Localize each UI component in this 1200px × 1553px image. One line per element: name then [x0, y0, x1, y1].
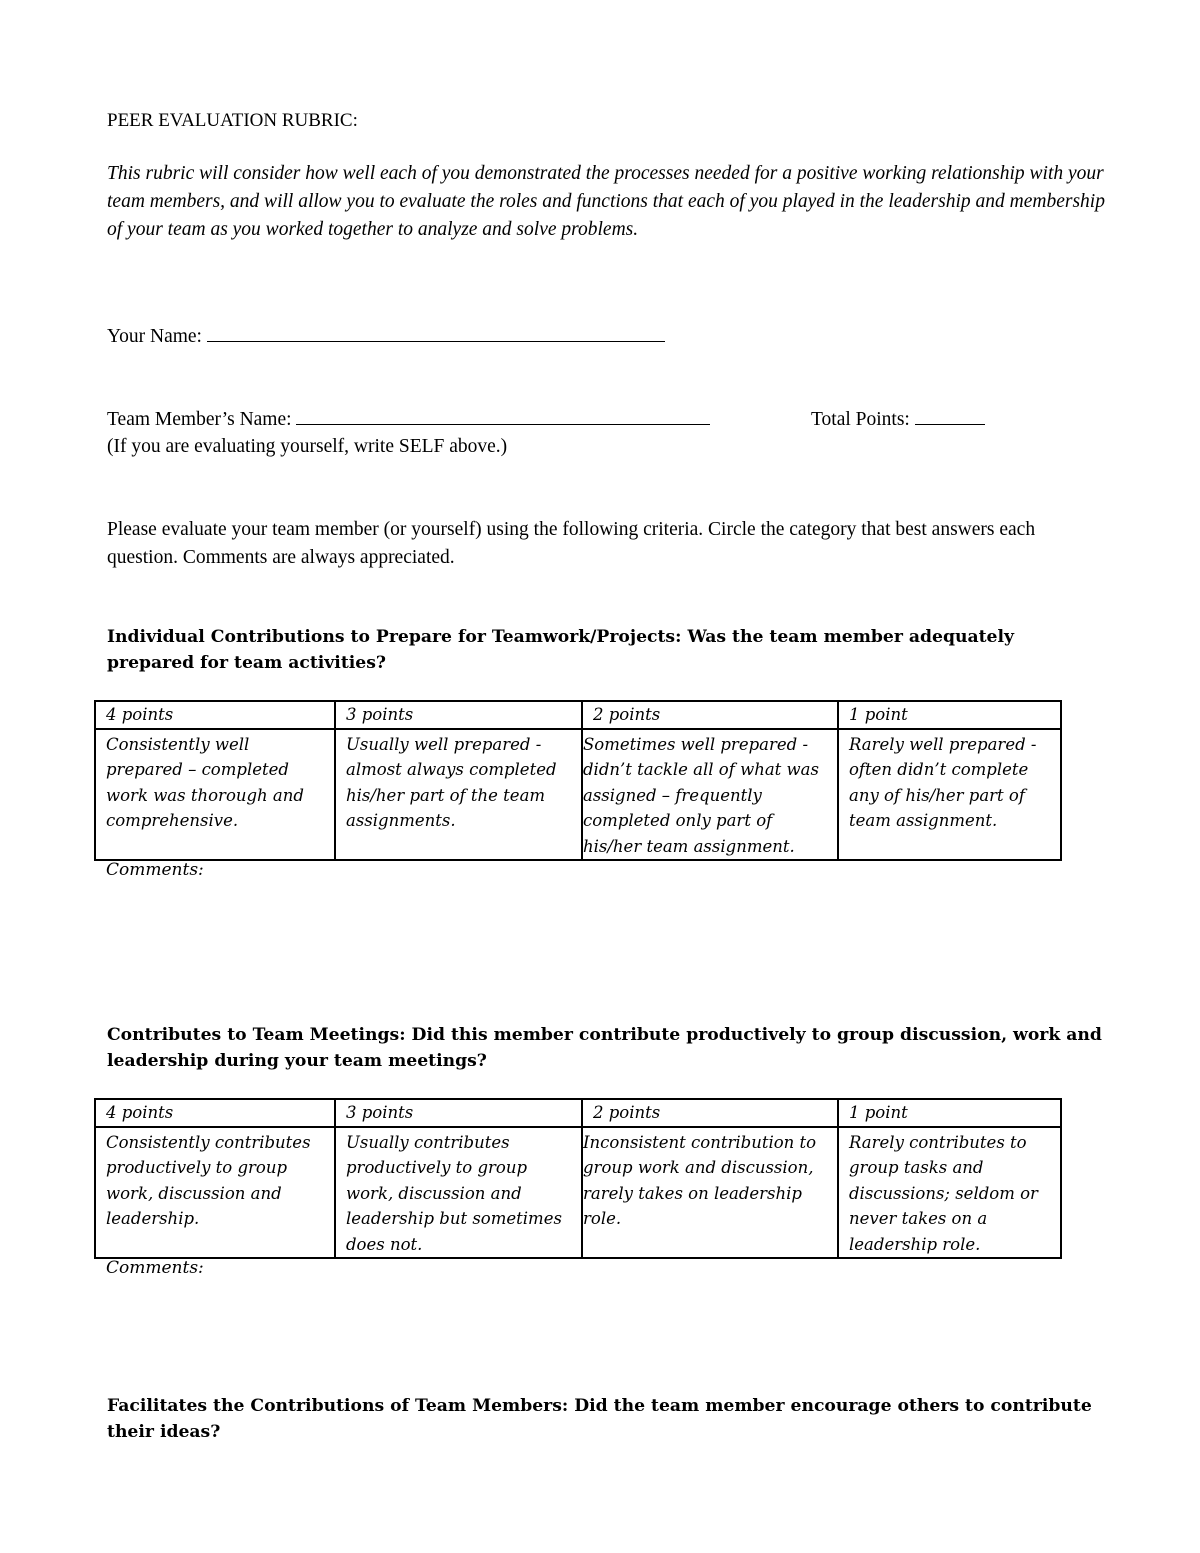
table-row	[95, 729, 1061, 861]
intro-paragraph: This rubric will consider how well each of you demonstrated the processes needed for a positive working relationship with your team members, and will allow you to evaluate the roles and functions that each of you played in the leadership and membership of your team as you worked together to analyze and solve problems.	[107, 163, 1105, 240]
points-cell[interactable]: 1 point	[838, 701, 1061, 729]
description-cell[interactable]: Rarely well prepared - often didn’t complete any of his/her part of team assignment.	[838, 729, 1061, 861]
description-cell[interactable]: Consistently contributes productively to group work, discussion and leadership.	[95, 1127, 335, 1259]
description-cell[interactable]: Sometimes well prepared - didn’t tackle all of what was assigned – frequently completed only part of his/her team assignment.	[582, 729, 838, 861]
points-cell[interactable]: 4 points	[95, 1099, 335, 1127]
your-name-blank[interactable]	[207, 340, 665, 342]
section-1-heading: Individual Contributions to Prepare for Teamwork/Projects: Was the team member adequately prepared for team activities?	[107, 627, 1015, 673]
total-points-field	[811, 409, 985, 431]
table-row	[95, 1127, 1061, 1259]
description-cell[interactable]: Rarely contributes to group tasks and discussions; seldom or never takes on a leadership role.	[838, 1127, 1061, 1259]
points-cell[interactable]: 3 points	[335, 1099, 582, 1127]
total-points-blank[interactable]	[915, 423, 985, 425]
points-cell[interactable]: 1 point	[838, 1099, 1061, 1127]
section-3-heading: Facilitates the Contributions of Team Members: Did the team member encourage others to contribute their ideas?	[107, 1396, 1092, 1442]
your-name-field	[107, 326, 665, 348]
description-cell[interactable]: Consistently well prepared – completed work was thorough and comprehensive.	[95, 729, 335, 861]
your-name-label: Your Name:	[107, 326, 202, 347]
section-2-comments-label: Comments:	[106, 1258, 204, 1278]
team-member-name-label: Team Member’s Name:	[107, 409, 292, 430]
points-cell[interactable]: 2 points	[582, 701, 838, 729]
section-1-rubric-table	[94, 700, 1062, 861]
section-2-rubric-table	[94, 1098, 1062, 1259]
team-member-name-blank[interactable]	[296, 423, 710, 425]
team-member-name-field	[107, 409, 710, 431]
description-cell[interactable]: Inconsistent contribution to group work and discussion, rarely takes on leadership role.	[582, 1127, 838, 1259]
points-cell[interactable]: 4 points	[95, 701, 335, 729]
instructions: Please evaluate your team member (or yourself) using the following criteria. Circle the category that best answers each question. Comments are always appreciated.	[107, 519, 1036, 568]
section-1-comments-label: Comments:	[106, 860, 204, 880]
description-cell[interactable]: Usually well prepared - almost always completed his/her part of the team assignments.	[335, 729, 582, 861]
table-row	[95, 701, 1061, 729]
self-note: (If you are evaluating yourself, write SELF above.)	[107, 436, 508, 457]
section-2-heading: Contributes to Team Meetings: Did this member contribute productively to group discussion, work and leadership during your team meetings?	[107, 1025, 1102, 1071]
points-cell[interactable]: 2 points	[582, 1099, 838, 1127]
description-cell[interactable]: Usually contributes productively to group work, discussion and leadership but sometimes does not.	[335, 1127, 582, 1259]
table-row	[95, 1099, 1061, 1127]
points-cell[interactable]: 3 points	[335, 701, 582, 729]
page-title: PEER EVALUATION RUBRIC:	[107, 110, 358, 131]
total-points-label: Total Points:	[811, 409, 910, 430]
